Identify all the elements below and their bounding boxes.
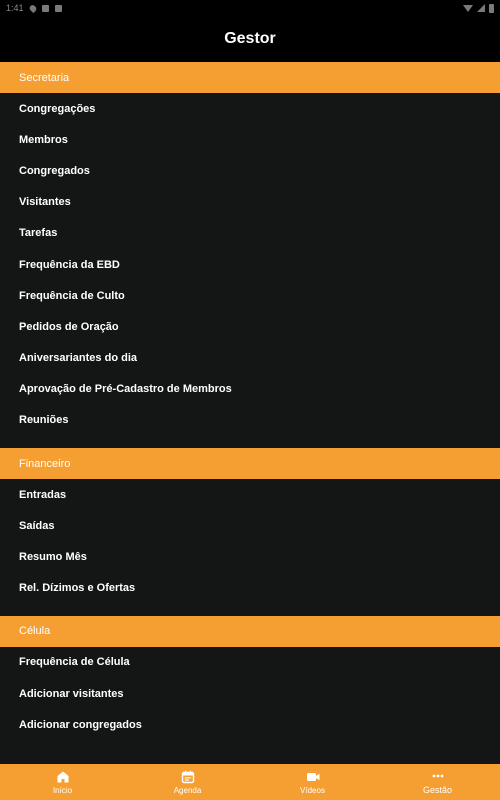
menu-item-frequencia-ebd[interactable]: Frequência da EBD [19, 258, 120, 271]
status-time: 1:41 [6, 3, 24, 13]
video-icon [306, 770, 320, 784]
menu-item-congregacoes[interactable]: Congregações [19, 102, 96, 115]
nav-label-inicio: Início [52, 785, 73, 795]
page-title: Gestor [224, 30, 276, 47]
menu-item-entradas[interactable]: Entradas [19, 488, 67, 501]
menu-item-resumo-mes[interactable]: Resumo Mês [19, 551, 87, 564]
location-icon [28, 3, 37, 12]
status-bar [0, 0, 500, 16]
section-celula [0, 647, 500, 741]
section-header-financeiro: Financeiro [0, 448, 500, 479]
menu-item-saidas[interactable]: Saídas [19, 519, 55, 532]
signal-icon [477, 4, 485, 12]
menu-item-frequencia-culto[interactable]: Frequência de Culto [19, 289, 125, 302]
nav-label-agenda: Agenda [173, 785, 202, 795]
more-icon [431, 769, 445, 783]
nav-item-agenda[interactable] [125, 764, 250, 800]
app-header [0, 16, 500, 62]
battery-icon [489, 4, 494, 13]
menu-item-frequencia-celula[interactable]: Frequência de Célula [19, 656, 130, 669]
nav-label-gestao: Gestão [422, 785, 453, 795]
section-header-celula: Célula [0, 616, 500, 647]
menu-item-aprovacao-pre-cadastro[interactable]: Aprovação de Pré-Cadastro de Membros [19, 383, 232, 396]
menu-item-adicionar-visitantes[interactable]: Adicionar visitantes [19, 687, 124, 700]
bottom-nav [0, 764, 500, 800]
nav-label-videos: Vídeos [300, 785, 325, 795]
section-financeiro [0, 479, 500, 604]
menu-item-rel-dizimos-ofertas[interactable]: Rel. Dízimos e Ofertas [19, 582, 136, 595]
notification-icon [42, 5, 49, 12]
nav-item-videos[interactable] [250, 764, 375, 800]
wifi-icon [463, 5, 473, 12]
menu-item-pedidos-oracao[interactable]: Pedidos de Oração [19, 320, 119, 333]
menu-item-tarefas[interactable]: Tarefas [19, 227, 58, 240]
sim-icon [55, 5, 62, 12]
section-secretaria [0, 93, 500, 436]
menu-item-aniversariantes[interactable]: Aniversariantes do dia [19, 352, 137, 365]
nav-item-inicio[interactable] [0, 764, 125, 800]
menu-item-membros[interactable]: Membros [19, 133, 68, 146]
menu-item-congregados[interactable]: Congregados [19, 164, 90, 177]
menu-item-adicionar-congregados[interactable]: Adicionar congregados [19, 718, 142, 731]
menu-list [0, 62, 500, 764]
calendar-icon [181, 770, 195, 784]
section-header-secretaria: Secretaria [0, 62, 500, 93]
home-icon [56, 770, 70, 784]
menu-item-reunioes[interactable]: Reuniões [19, 414, 69, 427]
nav-item-gestao[interactable] [375, 764, 500, 800]
menu-item-visitantes[interactable]: Visitantes [19, 196, 71, 209]
